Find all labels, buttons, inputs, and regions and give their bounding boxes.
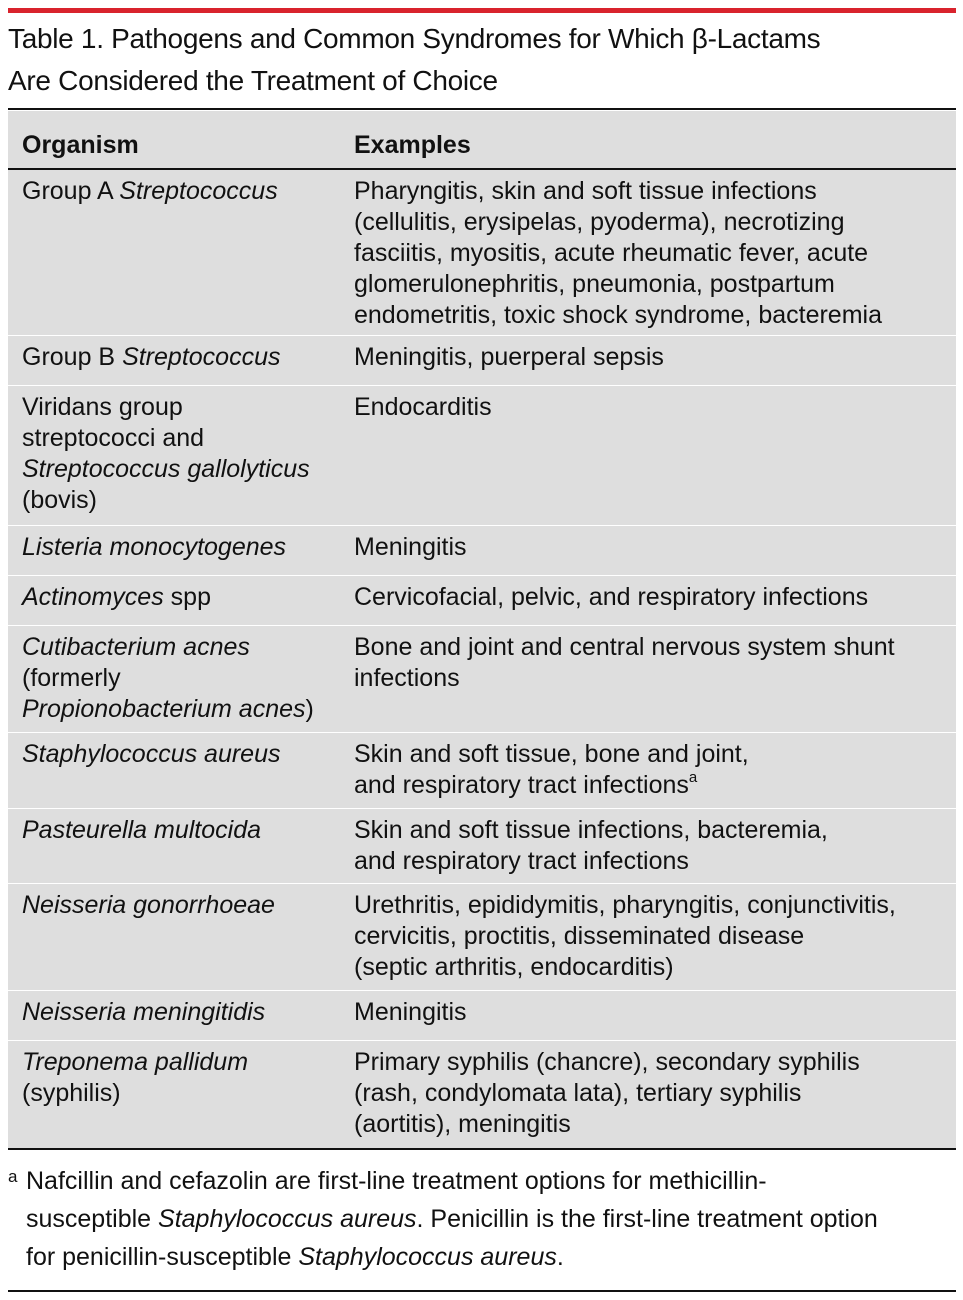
organism-line bbox=[22, 392, 342, 423]
text-span: spp bbox=[163, 583, 211, 611]
text-span: Group B bbox=[22, 343, 123, 371]
examples-line bbox=[354, 176, 954, 207]
organism-cell bbox=[22, 890, 342, 921]
organism-line bbox=[22, 632, 342, 663]
organism-cell bbox=[22, 582, 342, 613]
organism-line bbox=[22, 739, 342, 770]
species-name: Streptococcus bbox=[119, 177, 278, 205]
organism-cell bbox=[22, 997, 342, 1028]
organism-line bbox=[22, 485, 342, 516]
examples-cell bbox=[354, 176, 954, 331]
table-row bbox=[8, 526, 956, 576]
organism-line bbox=[22, 342, 342, 373]
organism-line bbox=[22, 890, 342, 921]
organism-cell bbox=[22, 739, 342, 770]
footnote-reference: a bbox=[688, 768, 698, 786]
text-span: . bbox=[556, 1243, 564, 1271]
table-row bbox=[8, 1041, 956, 1148]
table-row bbox=[8, 733, 956, 809]
examples-cell bbox=[354, 997, 954, 1028]
organism-line bbox=[22, 532, 342, 563]
examples-line bbox=[354, 582, 954, 613]
organism-cell bbox=[22, 392, 342, 516]
text-span: infections bbox=[354, 664, 460, 692]
examples-cell bbox=[354, 1047, 954, 1140]
text-span: Endocarditis bbox=[354, 393, 492, 421]
examples-line bbox=[354, 890, 954, 921]
examples-line bbox=[354, 532, 954, 563]
text-span: (formerly bbox=[22, 664, 121, 692]
text-span: and respiratory tract infections bbox=[354, 847, 689, 875]
species-name: Staphylococcus aureus bbox=[158, 1205, 417, 1233]
table-row bbox=[8, 170, 956, 336]
examples-line bbox=[354, 238, 954, 269]
text-span: Meningitis bbox=[354, 533, 467, 561]
column-header-examples: Examples bbox=[354, 131, 471, 159]
footnote-line bbox=[26, 1238, 956, 1276]
table-row bbox=[8, 576, 956, 626]
text-span: Meningitis bbox=[354, 998, 467, 1026]
text-span: endometritis, toxic shock syndrome, bacteremia bbox=[354, 301, 882, 329]
footnote-line bbox=[26, 1162, 956, 1200]
table-row bbox=[8, 336, 956, 386]
organism-line bbox=[22, 663, 342, 694]
examples-line bbox=[354, 342, 954, 373]
organism-line bbox=[22, 582, 342, 613]
bottom-rule bbox=[8, 1290, 956, 1292]
organism-line bbox=[22, 1078, 342, 1109]
text-span: Skin and soft tissue, bone and joint, bbox=[354, 740, 749, 768]
table-title bbox=[8, 18, 948, 102]
text-span: Cervicofacial, pelvic, and respiratory infections bbox=[354, 583, 869, 611]
text-span: (syphilis) bbox=[22, 1079, 121, 1107]
text-span: . Penicillin is the first-line treatment option bbox=[416, 1205, 878, 1233]
text-span: Meningitis, puerperal sepsis bbox=[354, 343, 664, 371]
text-span: fasciitis, myositis, acute rheumatic fever, acute bbox=[354, 239, 869, 267]
table-title-line-1: Table 1. Pathogens and Common Syndromes for Which β-Lactams bbox=[8, 23, 821, 54]
examples-line bbox=[354, 392, 954, 423]
species-name: Propionobacterium acnes bbox=[22, 695, 306, 723]
text-span: Viridans group bbox=[22, 393, 183, 421]
examples-line bbox=[354, 770, 954, 801]
species-name: Staphylococcus aureus bbox=[22, 740, 281, 768]
examples-line bbox=[354, 663, 954, 694]
table-row bbox=[8, 809, 956, 884]
examples-line bbox=[354, 1109, 954, 1140]
species-name: Treponema pallidum bbox=[22, 1048, 249, 1076]
examples-cell bbox=[354, 392, 954, 423]
footnote-line bbox=[26, 1200, 956, 1238]
examples-line bbox=[354, 1078, 954, 1109]
footnote-mark: a bbox=[8, 1167, 18, 1186]
examples-cell bbox=[354, 532, 954, 563]
examples-line bbox=[354, 846, 954, 877]
species-name: Listeria monocytogenes bbox=[22, 533, 287, 561]
text-span: (rash, condylomata lata), tertiary syphilis bbox=[354, 1079, 802, 1107]
examples-line bbox=[354, 207, 954, 238]
top-accent-rule bbox=[8, 8, 956, 13]
organism-line bbox=[22, 454, 342, 485]
organism-cell bbox=[22, 632, 342, 725]
text-span: Primary syphilis (chancre), secondary syphilis bbox=[354, 1048, 860, 1076]
text-span: (septic arthritis, endocarditis) bbox=[354, 953, 674, 981]
text-span: Nafcillin and cefazolin are first-line treatment options for methicillin- bbox=[26, 1167, 767, 1195]
examples-line bbox=[354, 952, 954, 983]
organism-cell bbox=[22, 532, 342, 563]
species-name: Cutibacterium acnes bbox=[22, 633, 250, 661]
text-span: cervicitis, proctitis, disseminated disease bbox=[354, 922, 805, 950]
species-name: Neisseria gonorrhoeae bbox=[22, 891, 275, 919]
species-name: Streptococcus bbox=[122, 343, 281, 371]
organism-line bbox=[22, 1047, 342, 1078]
text-span: Skin and soft tissue infections, bacteremia, bbox=[354, 816, 828, 844]
examples-line bbox=[354, 269, 954, 300]
examples-line bbox=[354, 300, 954, 331]
examples-line bbox=[354, 739, 954, 770]
organism-line bbox=[22, 694, 342, 725]
text-span: Pharyngitis, skin and soft tissue infections bbox=[354, 177, 817, 205]
examples-cell bbox=[354, 815, 954, 877]
table-title-line-2: Are Considered the Treatment of Choice bbox=[8, 65, 498, 96]
table-row bbox=[8, 991, 956, 1041]
text-span: Urethritis, epididymitis, pharyngitis, conjunctivitis, bbox=[354, 891, 896, 919]
footnote-text bbox=[26, 1162, 956, 1276]
table-row bbox=[8, 626, 956, 733]
species-name: Streptococcus gallolyticus bbox=[22, 455, 310, 483]
examples-cell bbox=[354, 632, 954, 694]
examples-line bbox=[354, 1047, 954, 1078]
text-span: (cellulitis, erysipelas, pyoderma), necrotizing bbox=[354, 208, 845, 236]
examples-cell bbox=[354, 342, 954, 373]
column-header-organism: Organism bbox=[22, 131, 139, 159]
examples-cell bbox=[354, 582, 954, 613]
organism-line bbox=[22, 997, 342, 1028]
text-span: Bone and joint and central nervous system shunt bbox=[354, 633, 895, 661]
text-span: ) bbox=[305, 695, 314, 723]
examples-line bbox=[354, 997, 954, 1028]
species-name: Pasteurella multocida bbox=[22, 816, 262, 844]
examples-line bbox=[354, 632, 954, 663]
species-name: Staphylococcus aureus bbox=[298, 1243, 557, 1271]
text-span: and respiratory tract infections bbox=[354, 771, 689, 799]
organism-line bbox=[22, 423, 342, 454]
organism-cell bbox=[22, 815, 342, 846]
organism-line bbox=[22, 815, 342, 846]
text-span: Group A bbox=[22, 177, 120, 205]
table-header bbox=[8, 111, 956, 169]
examples-line bbox=[354, 921, 954, 952]
species-name: Neisseria meningitidis bbox=[22, 998, 266, 1026]
table-row bbox=[8, 884, 956, 991]
organism-cell bbox=[22, 342, 342, 373]
organism-cell bbox=[22, 176, 342, 207]
text-span: susceptible bbox=[26, 1205, 159, 1233]
text-span: glomerulonephritis, pneumonia, postpartum bbox=[354, 270, 835, 298]
species-name: Actinomyces bbox=[22, 583, 164, 611]
text-span: streptococci and bbox=[22, 424, 205, 452]
examples-line bbox=[354, 815, 954, 846]
examples-cell bbox=[354, 890, 954, 983]
table-bottom-rule bbox=[8, 1148, 956, 1150]
text-span: (bovis) bbox=[22, 486, 98, 514]
text-span: (aortitis), meningitis bbox=[354, 1110, 571, 1138]
organism-cell bbox=[22, 1047, 342, 1109]
table-row bbox=[8, 386, 956, 526]
examples-cell bbox=[354, 739, 954, 801]
organism-line bbox=[22, 176, 342, 207]
text-span: for penicillin-susceptible bbox=[26, 1243, 299, 1271]
title-rule bbox=[8, 108, 956, 110]
